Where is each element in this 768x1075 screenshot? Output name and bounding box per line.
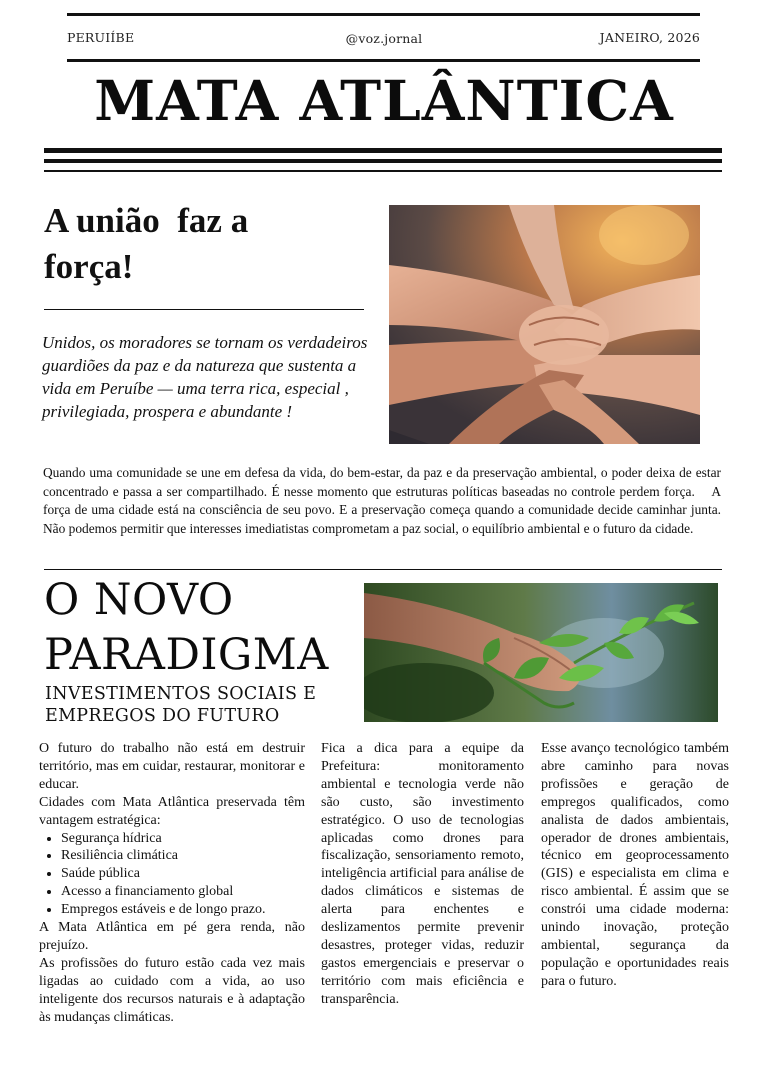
header-date: JANEIRO, 2026 [599,30,700,45]
advantages-list [39,830,305,920]
column-1 [39,740,305,1027]
list-item: • Segurança hídrica [61,830,305,848]
header-location: PERUIÍBE [67,30,135,45]
article1-headline-rule [44,309,364,310]
article2-headline [44,573,364,683]
section-divider [44,569,722,570]
masthead-title: MATA ATLÂNTICA [94,68,674,133]
list-item: • Saúde pública [61,865,305,883]
masthead-rule-2 [44,159,722,163]
hand-plant-photo [364,583,718,722]
masthead-rule-3 [44,170,722,172]
header-handle: @voz.jornal [345,31,423,46]
list-item: • Acesso a financiamento global [61,883,305,901]
article2-headline-line2: PARADIGMA [44,630,329,680]
article2-subhead-line2: EMPREGOS DO FUTURO [45,706,280,726]
column-3 [541,740,729,991]
article2-headline-line1: O NOVO [44,575,234,625]
article2-subhead [45,683,365,727]
article1-lede: Unidos, os moradores se tornam os verdadeiros guardiões da paz e da natureza que sustenta a vida em Peruíbe — uma terra rica, especial , privilegiada, prospera e abundante ! [42,333,368,421]
column1-paragraph-1: O futuro do trabalho não está em destruir território, mas em cuidar, restaurar, monitorar e educar. [39,741,305,792]
article1-headline-line1: A união faz a [44,201,249,240]
column-2 [321,740,524,1009]
list-item: • Resiliência climática [61,847,305,865]
masthead-rule-1 [44,148,722,153]
column2-paragraph-1: Fica a dica para a equipe da Prefeitura: monitoramento ambiental e tecnologia verde não são custo, são investimento estratégico. O uso de tecnologias aplicadas como drones para fiscalização, sensoriamento remoto, inteligência artificial para análise de dados climáticos e sistemas de alerta para enchentes e deslizamentos permite prevenir desastres, proteger vidas, reduzir gastos emergenciais e preservar o território com mais eficiência e transparência. [321,741,524,1007]
article1-body: Quando uma comunidade se une em defesa da vida, do bem-estar, da paz e da preservação ambiental, o poder deixa de estar concentrado e passa a ser compartilhado. É nesse momento que estruturas políticas baseadas no controle perdem força. A força de uma cidade está na consciência de seu povo. E a preservação começa quando a comunidade decide caminhar junta. Não podemos permitir que interesses imediatistas comprometam a paz social, o equilíbrio ambiental e o futuro da cidade. [43,465,725,537]
column3-paragraph-1: Esse avanço tecnológico também abre caminho para novas profissões e geração de empregos qualificados, como analista de dados ambientais, operador de drones ambientais, técnico em geoprocessamento (GIS) e especialista em clima e risco ambiental. É assim que se constrói uma cidade moderna: unindo inovação, proteção ambiental, segurança da população e oportunidades reais para o futuro. [541,741,729,989]
column1-paragraph-3: A Mata Atlântica em pé gera renda, não prejuízo. [39,920,305,953]
hand-plant-image [364,583,718,722]
article1-headline [44,198,364,290]
article2-subhead-line1: INVESTIMENTOS SOCIAIS E [45,684,317,704]
hands-together-image [389,205,700,444]
article1-headline-line2: força! [44,247,134,286]
column1-paragraph-4: As profissões do futuro estão cada vez mais ligadas ao cuidado com a vida, ao uso inteligente dos recursos naturais e à adaptação às mudanças climáticas. [39,955,305,1025]
hands-together-photo [389,205,700,444]
header-rule [67,59,700,62]
column1-paragraph-2: Cidades com Mata Atlântica preservada têm vantagem estratégica: [39,794,305,828]
top-rule [67,13,700,16]
list-item: • Empregos estáveis e de longo prazo. [61,901,305,919]
